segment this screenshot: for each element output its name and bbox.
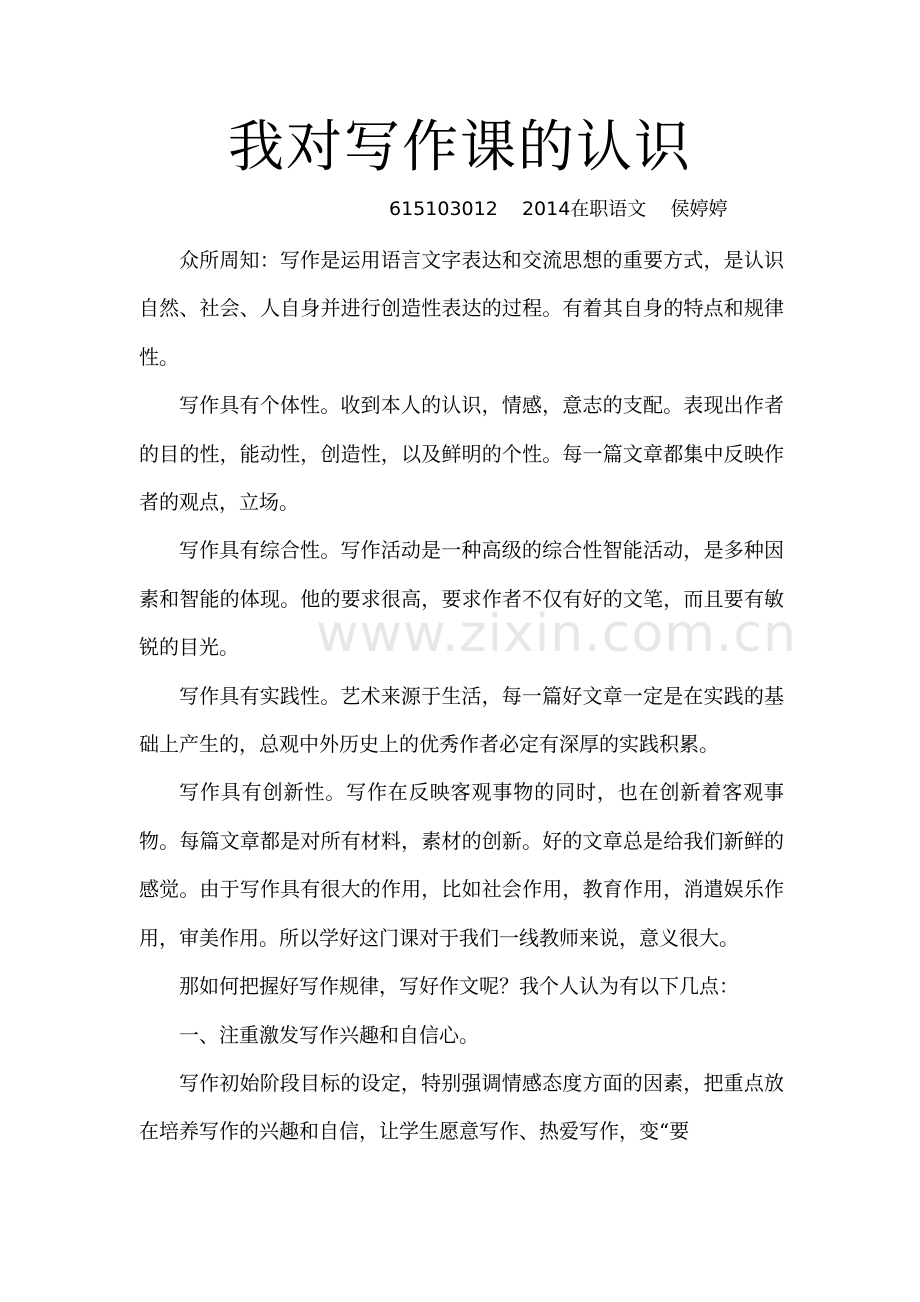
paragraph: 众所周知：写作是运用语言文字表达和交流思想的重要方式，是认识自然、社会、人自身并进行创造性表达的过程。有着其自身的特点和规律性。 [139,248,784,369]
paragraph: 写作具有实践性。艺术来源于生活，每一篇好文章一定是在实践的基础上产生的，总观中外历史上的优秀作者必定有深厚的实践积累。 [139,683,784,757]
author-byline: 615103012 2014在职语文 侯婷婷 [389,198,728,220]
paragraph: 写作初始阶段目标的设定，特别强调情感态度方面的因素，把重点放在培养写作的兴趣和自信，让学生愿意写作、热爱写作，变“要 [139,1070,784,1144]
document-body [139,236,784,1156]
paragraph: 那如何把握好写作规律，写好作文呢？我个人认为有以下几点： [179,974,739,999]
watermark: www.zixin.com.cn [316,604,797,664]
paragraph: 写作具有个体性。收到本人的认识，情感，意志的支配。表现出作者的目的性，能动性，创造性，以及鲜明的个性。每一篇文章都集中反映作者的观点，立场。 [139,393,784,515]
paragraph: 写作具有创新性。写作在反映客观事物的同时，也在创新着客观事物。每篇文章都是对所有材料，素材的创新。好的文章总是给我们新鲜的感觉。由于写作具有很大的作用，比如社会作用，教育作用，消遣娱乐作用，审美作用。所以学好这门课对于我们一线教师来说，意义很大。 [139,780,784,950]
document-title: 我对写作课的认识 [228,115,692,180]
paragraph: 写作具有综合性。写作活动是一种高级的综合性智能活动，是多种因素和智能的体现。他的要求很高，要求作者不仅有好的文笔，而且要有敏锐的目光。 [139,538,784,660]
section-heading: 一、注重激发写作兴趣和自信心。 [179,1022,479,1047]
